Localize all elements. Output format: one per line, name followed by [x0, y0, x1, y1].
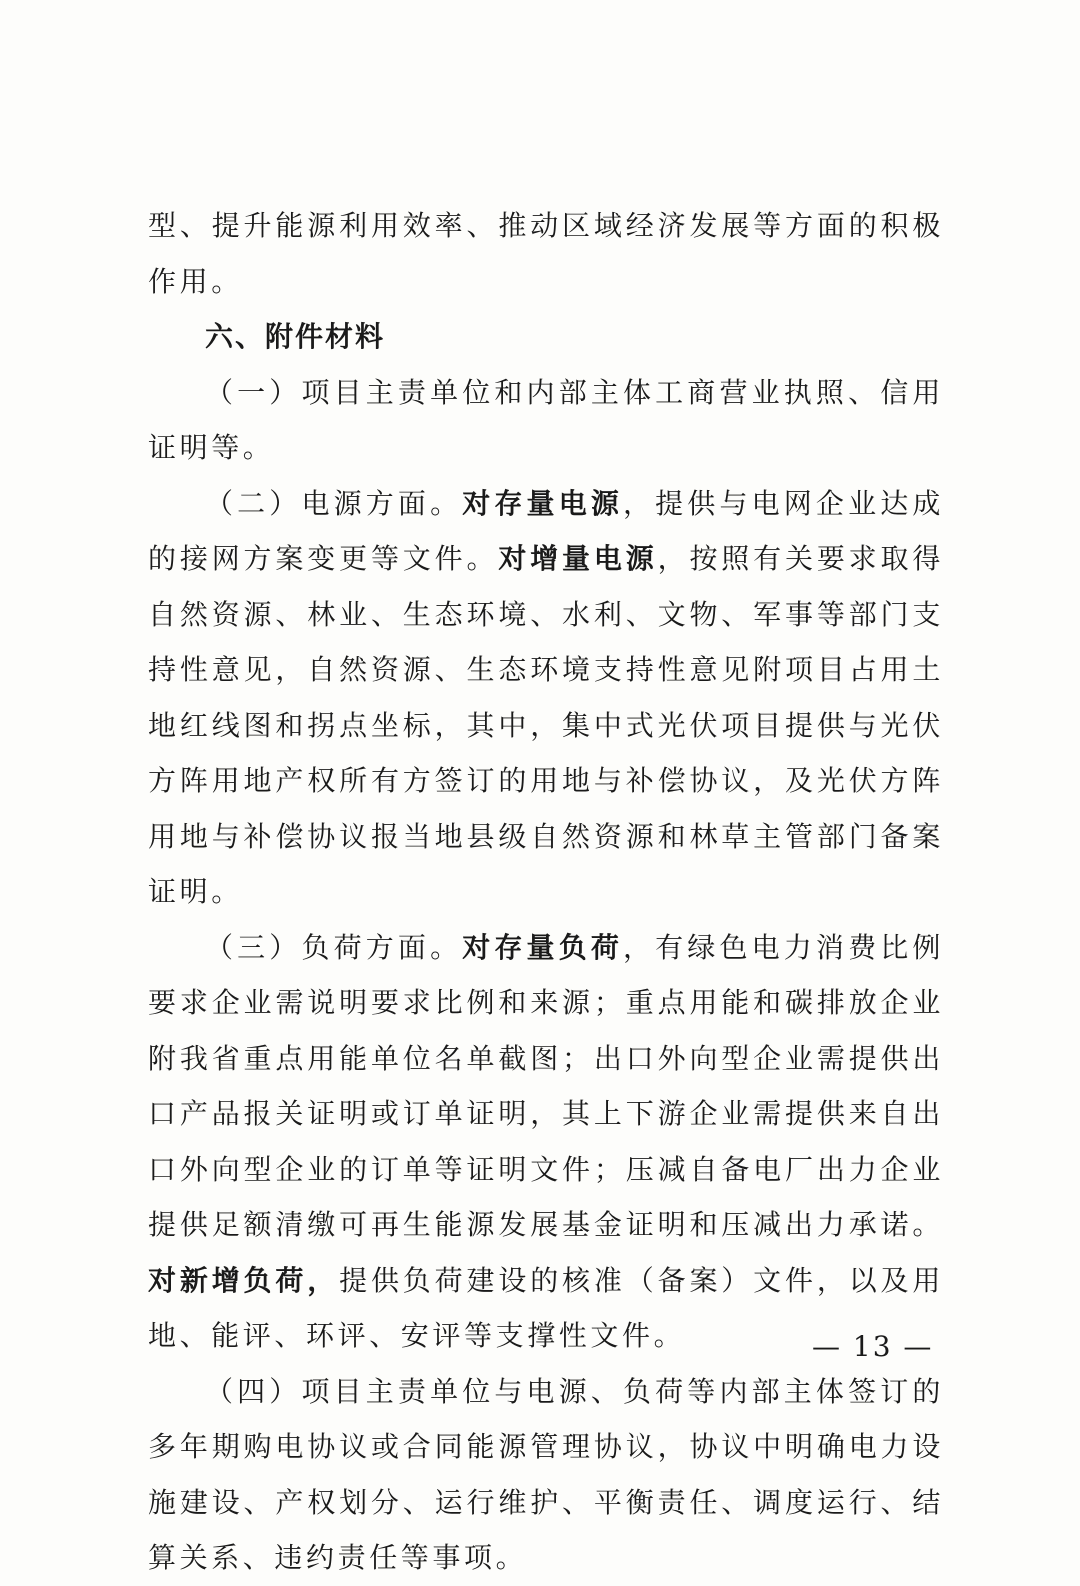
item-2-bold-existing-power: 对存量电源 — [462, 486, 623, 520]
item-3-text-1: ，有绿色电力消费比例要求企业需说明要求比例和来源；重点用能和碳排放企业附我省重点用能单位名单截图；出口外向型企业需提供出口产品报关证明或订单证明，其上下游企业需提供来自出口外向型企业的订单等证明文件；压减自备电厂出力企业提供足额清缴可再生能源发展基金证明和压减出力承诺。 — [148, 930, 944, 1241]
paragraph-intro: 型、提升能源利用效率、推动区域经济发展等方面的积极作用。 — [148, 209, 944, 298]
page-number: — 13 — — [812, 1330, 934, 1363]
document-body — [148, 198, 944, 1586]
item-4: （四）项目主责单位与电源、负荷等内部主体签订的多年期购电协议或合同能源管理协议，协议中明确电力设施建设、产权划分、运行维护、平衡责任、调度运行、结算关系、违约责任等事项。 — [148, 1374, 944, 1574]
item-1: （一）项目主责单位和内部主体工商营业执照、信用证明等。 — [148, 375, 944, 464]
item-2 — [148, 476, 944, 920]
item-2-text-2: ，按照有关要求取得自然资源、林业、生态环境、水利、文物、军事等部门支持性意见，自然资源、生态环境支持性意见附项目占用土地红线图和拐点坐标，其中，集中式光伏项目提供与光伏方阵用地产权所有方签订的用地与补偿协议，及光伏方阵用地与补偿协议报当地县级自然资源和林草主管部门备案证明。 — [148, 542, 944, 908]
item-2-lead: （二）电源方面。 — [205, 486, 463, 520]
item-2-text-1: ，提供与电网企业达成的接网方案变更等文件。 — [148, 486, 944, 575]
item-3-text-2: 提供负荷建设的核准（备案）文件，以及用地、能评、环评、安评等支撑性文件。 — [148, 1263, 944, 1352]
item-3 — [148, 920, 944, 1364]
item-2-bold-new-power: 对增量电源 — [498, 542, 658, 575]
item-3-lead: （三）负荷方面。 — [205, 930, 463, 964]
item-3-bold-existing-load: 对存量负荷 — [462, 930, 623, 964]
section-heading: 六、附件材料 — [205, 320, 386, 353]
item-3-bold-new-load: 对新增负荷， — [148, 1263, 340, 1297]
